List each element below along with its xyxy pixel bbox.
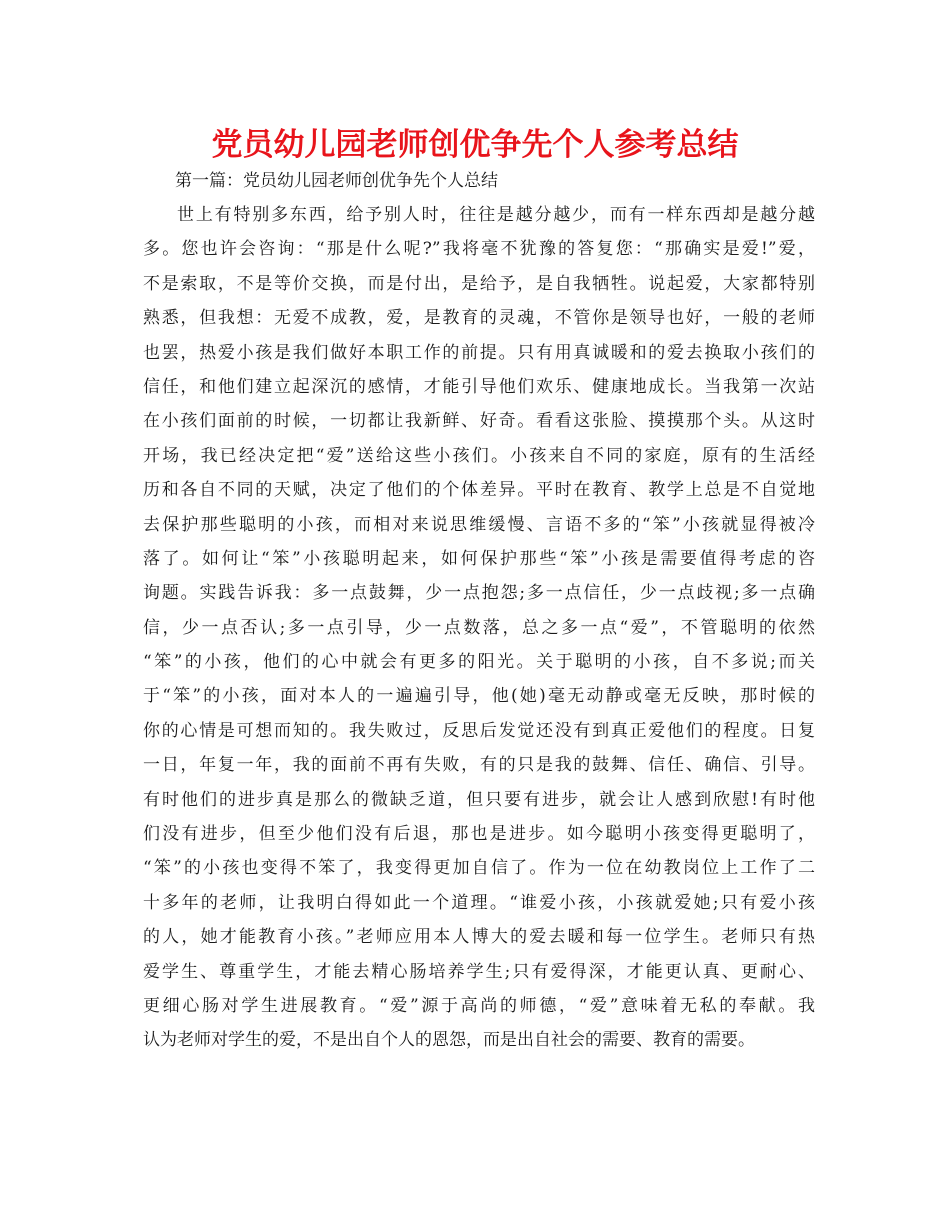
body-line: 开场，我已经决定把“爱”送给这些小孩们。小孩来自不同的家庭，原有的生活经: [143, 445, 815, 466]
body-line: 去保护那些聪明的小孩，而相对来说思维缓慢、言语不多的“笨”小孩就显得被冷: [143, 514, 815, 535]
document-title: 党员幼儿园老师创优争先个人参考总结: [211, 127, 739, 163]
body-line: “笨”的小孩，他们的心中就会有更多的阳光。关于聪明的小孩，自不多说;而关: [143, 652, 815, 673]
body-line: 认为老师对学生的爱，不是出自个人的恩怨，而是出自社会的需要、教育的需要。: [143, 1030, 755, 1051]
body-line: “笨”的小孩也变得不笨了，我变得更加自信了。作为一位在幼教岗位上工作了二: [143, 858, 815, 879]
body-paragraph: [143, 198, 815, 1058]
body-line: 你的心情是可想而知的。我失败过，反思后发觉还没有到真正爱他们的程度。日复: [143, 720, 815, 741]
body-line: 十多年的老师，让我明白得如此一个道理。“谁爱小孩，小孩就爱她;只有爱小孩: [143, 892, 815, 913]
body-line: 信任，和他们建立起深沉的感情，才能引导他们欢乐、健康地成长。当我第一次站: [143, 376, 815, 397]
body-line: 有时他们的进步真是那么的微缺乏道，但只要有进步，就会让人感到欣慰!有时他: [143, 789, 815, 810]
body-line: 多。您也许会咨询：“那是什么呢?”我将毫不犹豫的答复您：“那确实是爱!”爱，: [143, 239, 815, 260]
body-line: 落了。如何让“笨”小孩聪明起来，如何保护那些“笨”小孩是需要值得考虑的咨: [143, 548, 815, 569]
body-line: 熟悉，但我想：无爱不成教，爱，是教育的灵魂，不管你是领导也好，一般的老师: [143, 308, 815, 329]
body-line: 爱学生、尊重学生，才能去精心肠培养学生;只有爱得深，才能更认真、更耐心、: [143, 961, 815, 982]
body-line: 信，少一点否认;多一点引导，少一点数落，总之多一点“爱”，不管聪明的依然: [143, 617, 815, 638]
body-line: 在小孩们面前的时候，一切都让我新鲜、好奇。看看这张脸、摸摸那个头。从这时: [143, 411, 815, 432]
body-line: 一日，年复一年，我的面前不再有失败，有的只是我的鼓舞、信任、确信、引导。: [143, 755, 815, 776]
body-line: 不是索取，不是等价交换，而是付出，是给予，是自我牺牲。说起爱，大家都特别: [143, 273, 815, 294]
body-line: 世上有特别多东西，给予别人时，往往是越分越少，而有一样东西却是越分越: [177, 205, 815, 225]
body-line: 历和各自不同的天赋，决定了他们的个体差异。平时在教育、教学上总是不自觉地: [143, 480, 815, 501]
body-line: 们没有进步，但至少他们没有后退，那也是进步。如今聪明小孩变得更聪明了，: [143, 824, 815, 845]
body-line: 的人，她才能教育小孩。”老师应用本人博大的爱去暖和每一位学生。老师只有热: [143, 927, 815, 948]
body-line: 于“笨”的小孩，面对本人的一遍遍引导，他(她)毫无动静或毫无反映，那时候的: [143, 686, 815, 707]
document-subtitle: 第一篇：党员幼儿园老师创优争先个人总结: [175, 171, 498, 191]
body-line: 也罢，热爱小孩是我们做好本职工作的前提。只有用真诚暖和的爱去换取小孩们的: [143, 342, 815, 363]
body-line: 询题。实践告诉我：多一点鼓舞，少一点抱怨;多一点信任，少一点歧视;多一点确: [143, 583, 815, 604]
body-line: 更细心肠对学生进展教育。“爱”源于高尚的师德，“爱”意味着无私的奉献。我: [143, 995, 815, 1016]
